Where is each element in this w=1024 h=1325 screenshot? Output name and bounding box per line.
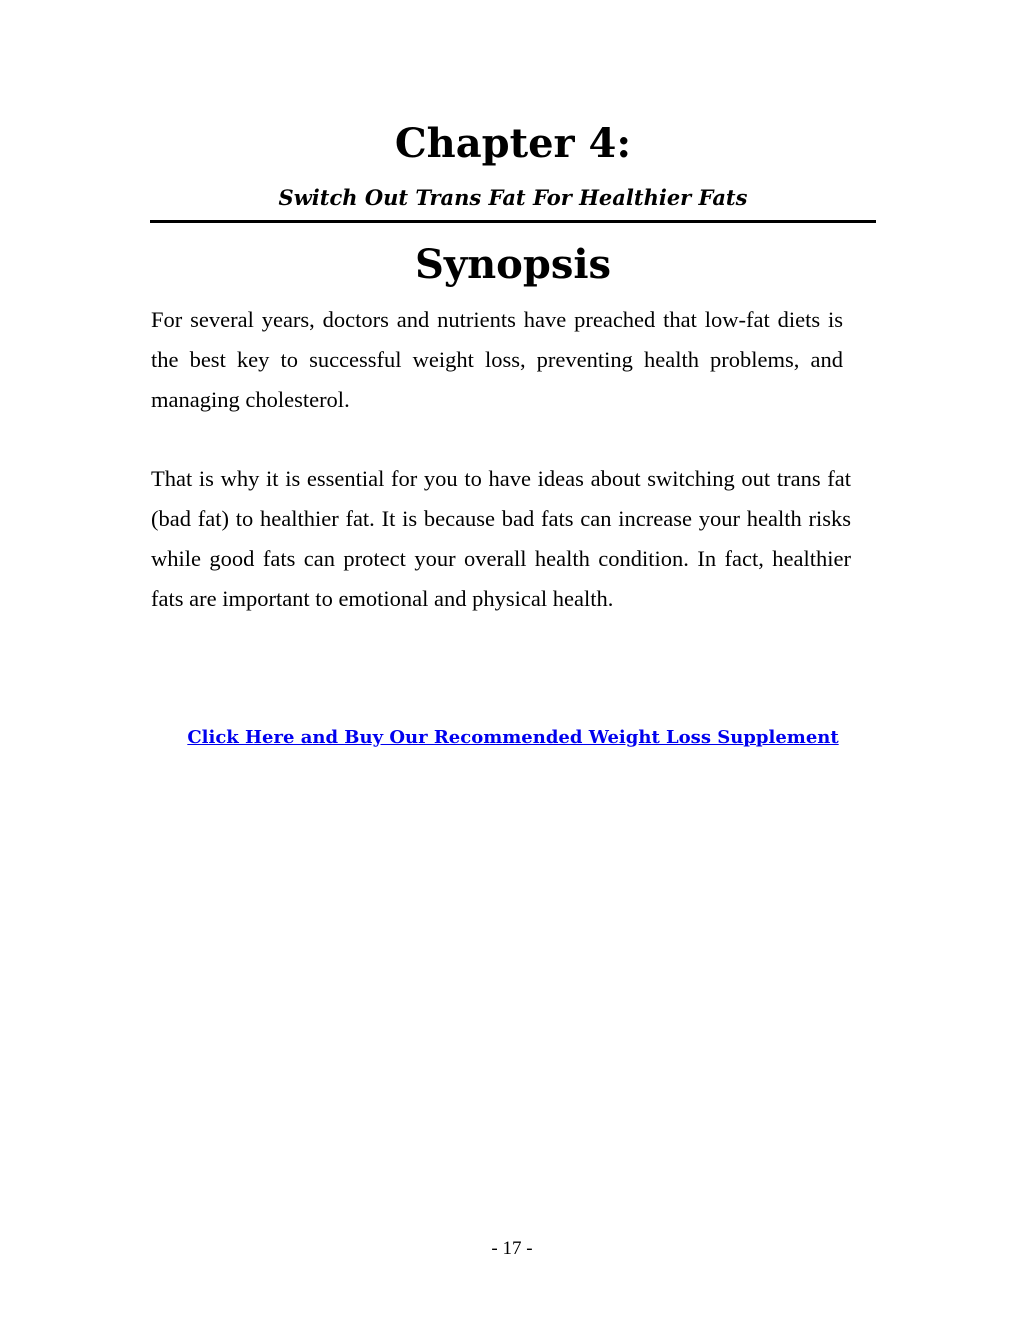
chapter-subtitle: Switch Out Trans Fat For Healthier Fats [278, 185, 748, 210]
body-paragraph-1: For several years, doctors and nutrients have preached that low-fat diets is the best key to successful weight loss, preventing health problems, and managing cholesterol. [151, 307, 843, 412]
body-paragraph-2: That is why it is essential for you to have ideas about switching out trans fat (bad fat) to healthier fat. It is because bad fats can increase your health risks while good fats can protect your overall health condition. In fact, healthier fats are important to emotional and physical health. [151, 466, 851, 611]
divider-rule [150, 220, 876, 223]
buy-supplement-link[interactable]: Click Here and Buy Our Recommended Weight Loss Supplement [187, 727, 839, 748]
cta-paragraph [150, 724, 876, 752]
section-heading: Synopsis [414, 241, 612, 288]
page-number: - 17 - [491, 1238, 533, 1259]
chapter-title: Chapter 4: [394, 120, 632, 167]
